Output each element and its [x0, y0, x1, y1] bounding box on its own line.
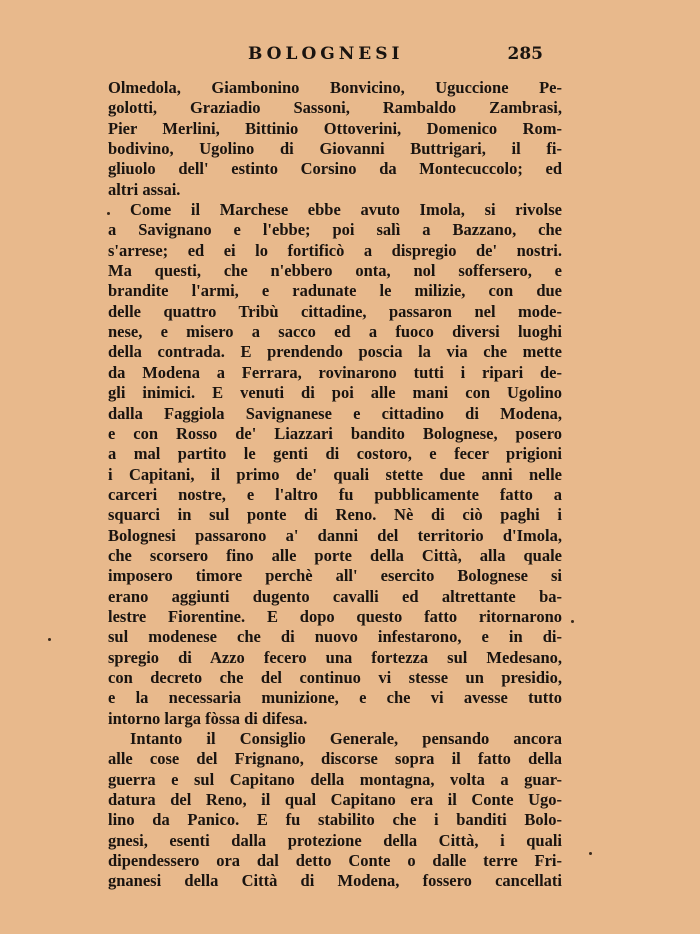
- running-title: BOLOGNESI: [248, 44, 404, 64]
- text-line: erano aggiunti dugento cavalli ed altrettante ba-: [108, 586, 562, 606]
- text-line: bodivino, Ugolino di Giovanni Buttrigari, il fi-: [108, 139, 562, 159]
- text-line: golotti, Graziadio Sassoni, Rambaldo Zambrasi,: [108, 98, 562, 118]
- ink-speck: [48, 638, 51, 641]
- text-line: nese, e misero a sacco ed a fuoco diversi luoghi: [108, 322, 562, 342]
- text-line: con decreto che del continuo vi stesse un presidio,: [108, 667, 562, 687]
- text-line: e la necessaria munizione, e che vi avesse tutto: [108, 688, 562, 708]
- text-line: brandite l'armi, e radunate le milizie, con due: [108, 281, 562, 301]
- text-line: guerra e sul Capitano della montagna, volta a guar-: [108, 769, 562, 789]
- ink-speck: [571, 620, 574, 623]
- text-line: s'arrese; ed ei lo fortificò a dispregio de' nostri.: [108, 240, 562, 260]
- text-line: da Modena a Ferrara, rovinarono tutti i ripari de-: [108, 362, 562, 382]
- paragraph-2: [108, 200, 562, 729]
- text-line: alle cose del Frignano, discorse sopra il fatto della: [108, 749, 562, 769]
- body-text: [108, 78, 562, 892]
- text-line: dipendessero ora dal detto Conte o dalle terre Fri-: [108, 851, 562, 871]
- paragraph-3: [108, 729, 562, 892]
- text-line: Pier Merlini, Bittinio Ottoverini, Domenico Rom-: [108, 118, 562, 138]
- text-line: della contrada. E prendendo poscia la via che mette: [108, 342, 562, 362]
- text-line: gnanesi della Città di Modena, fossero cancellati: [108, 871, 562, 891]
- page-header: [108, 44, 543, 68]
- text-line: Intanto il Consiglio Generale, pensando ancora: [130, 729, 562, 748]
- text-line: e con Rosso de' Liazzari bandito Bolognese, posero: [108, 423, 562, 443]
- text-line: carceri nostre, e l'altro fu pubblicamente fatto a: [108, 484, 562, 504]
- text-line: Ma questi, che n'ebbero onta, nol soffersero, e: [108, 261, 562, 281]
- text-line: gli inimici. E venuti di poi alle mani con Ugolino: [108, 383, 562, 403]
- text-line: che scorsero fino alle porte della Città, alla quale: [108, 545, 562, 565]
- text-line: spregio di Azzo fecero una fortezza sul Medesano,: [108, 647, 562, 667]
- text-line: imposero timore perchè all' esercito Bolognese si: [108, 566, 562, 586]
- text-line: lino da Panico. E fu stabilito che i banditi Bolo-: [108, 810, 562, 830]
- text-line: dalla Faggiola Savignanese e cittadino di Modena,: [108, 403, 562, 423]
- text-line: Come il Marchese ebbe avuto Imola, si rivolse: [130, 200, 562, 220]
- text-line: altri assai.: [108, 179, 181, 199]
- ink-speck: [107, 212, 110, 215]
- text-line: gnesi, esenti dalla protezione della Città, i quali: [108, 830, 562, 850]
- text-line: Olmedola, Giambonino Bonvicino, Uguccione Pe-: [108, 78, 562, 97]
- text-line: a Savignano e l'ebbe; poi salì a Bazzano, che: [108, 220, 562, 240]
- text-line: gliuolo dell' estinto Corsino da Montecuccolo; ed: [108, 159, 562, 179]
- text-line: squarci in sul ponte di Reno. Nè di ciò paghi i: [108, 505, 562, 525]
- text-line: delle quattro Tribù cittadine, passaron nel mode-: [108, 301, 562, 321]
- text-line: a mal partito le genti di costoro, e fecer prigioni: [108, 444, 562, 464]
- text-line: i Capitani, il primo de' quali stette due anni nelle: [108, 464, 562, 484]
- ink-speck: [589, 852, 592, 855]
- text-line: Bolognesi passarono a' danni del territorio d'Imola,: [108, 525, 562, 545]
- text-line: datura del Reno, il qual Capitano era il Conte Ugo-: [108, 790, 562, 810]
- text-line: lestre Fiorentine. E dopo questo fatto ritornarono: [108, 606, 562, 626]
- text-line: sul modenese che di nuovo infestarono, e in di-: [108, 627, 562, 647]
- text-line: intorno larga fòssa di difesa.: [108, 708, 308, 728]
- paragraph-1: [108, 78, 562, 200]
- page-number: 285: [507, 44, 543, 64]
